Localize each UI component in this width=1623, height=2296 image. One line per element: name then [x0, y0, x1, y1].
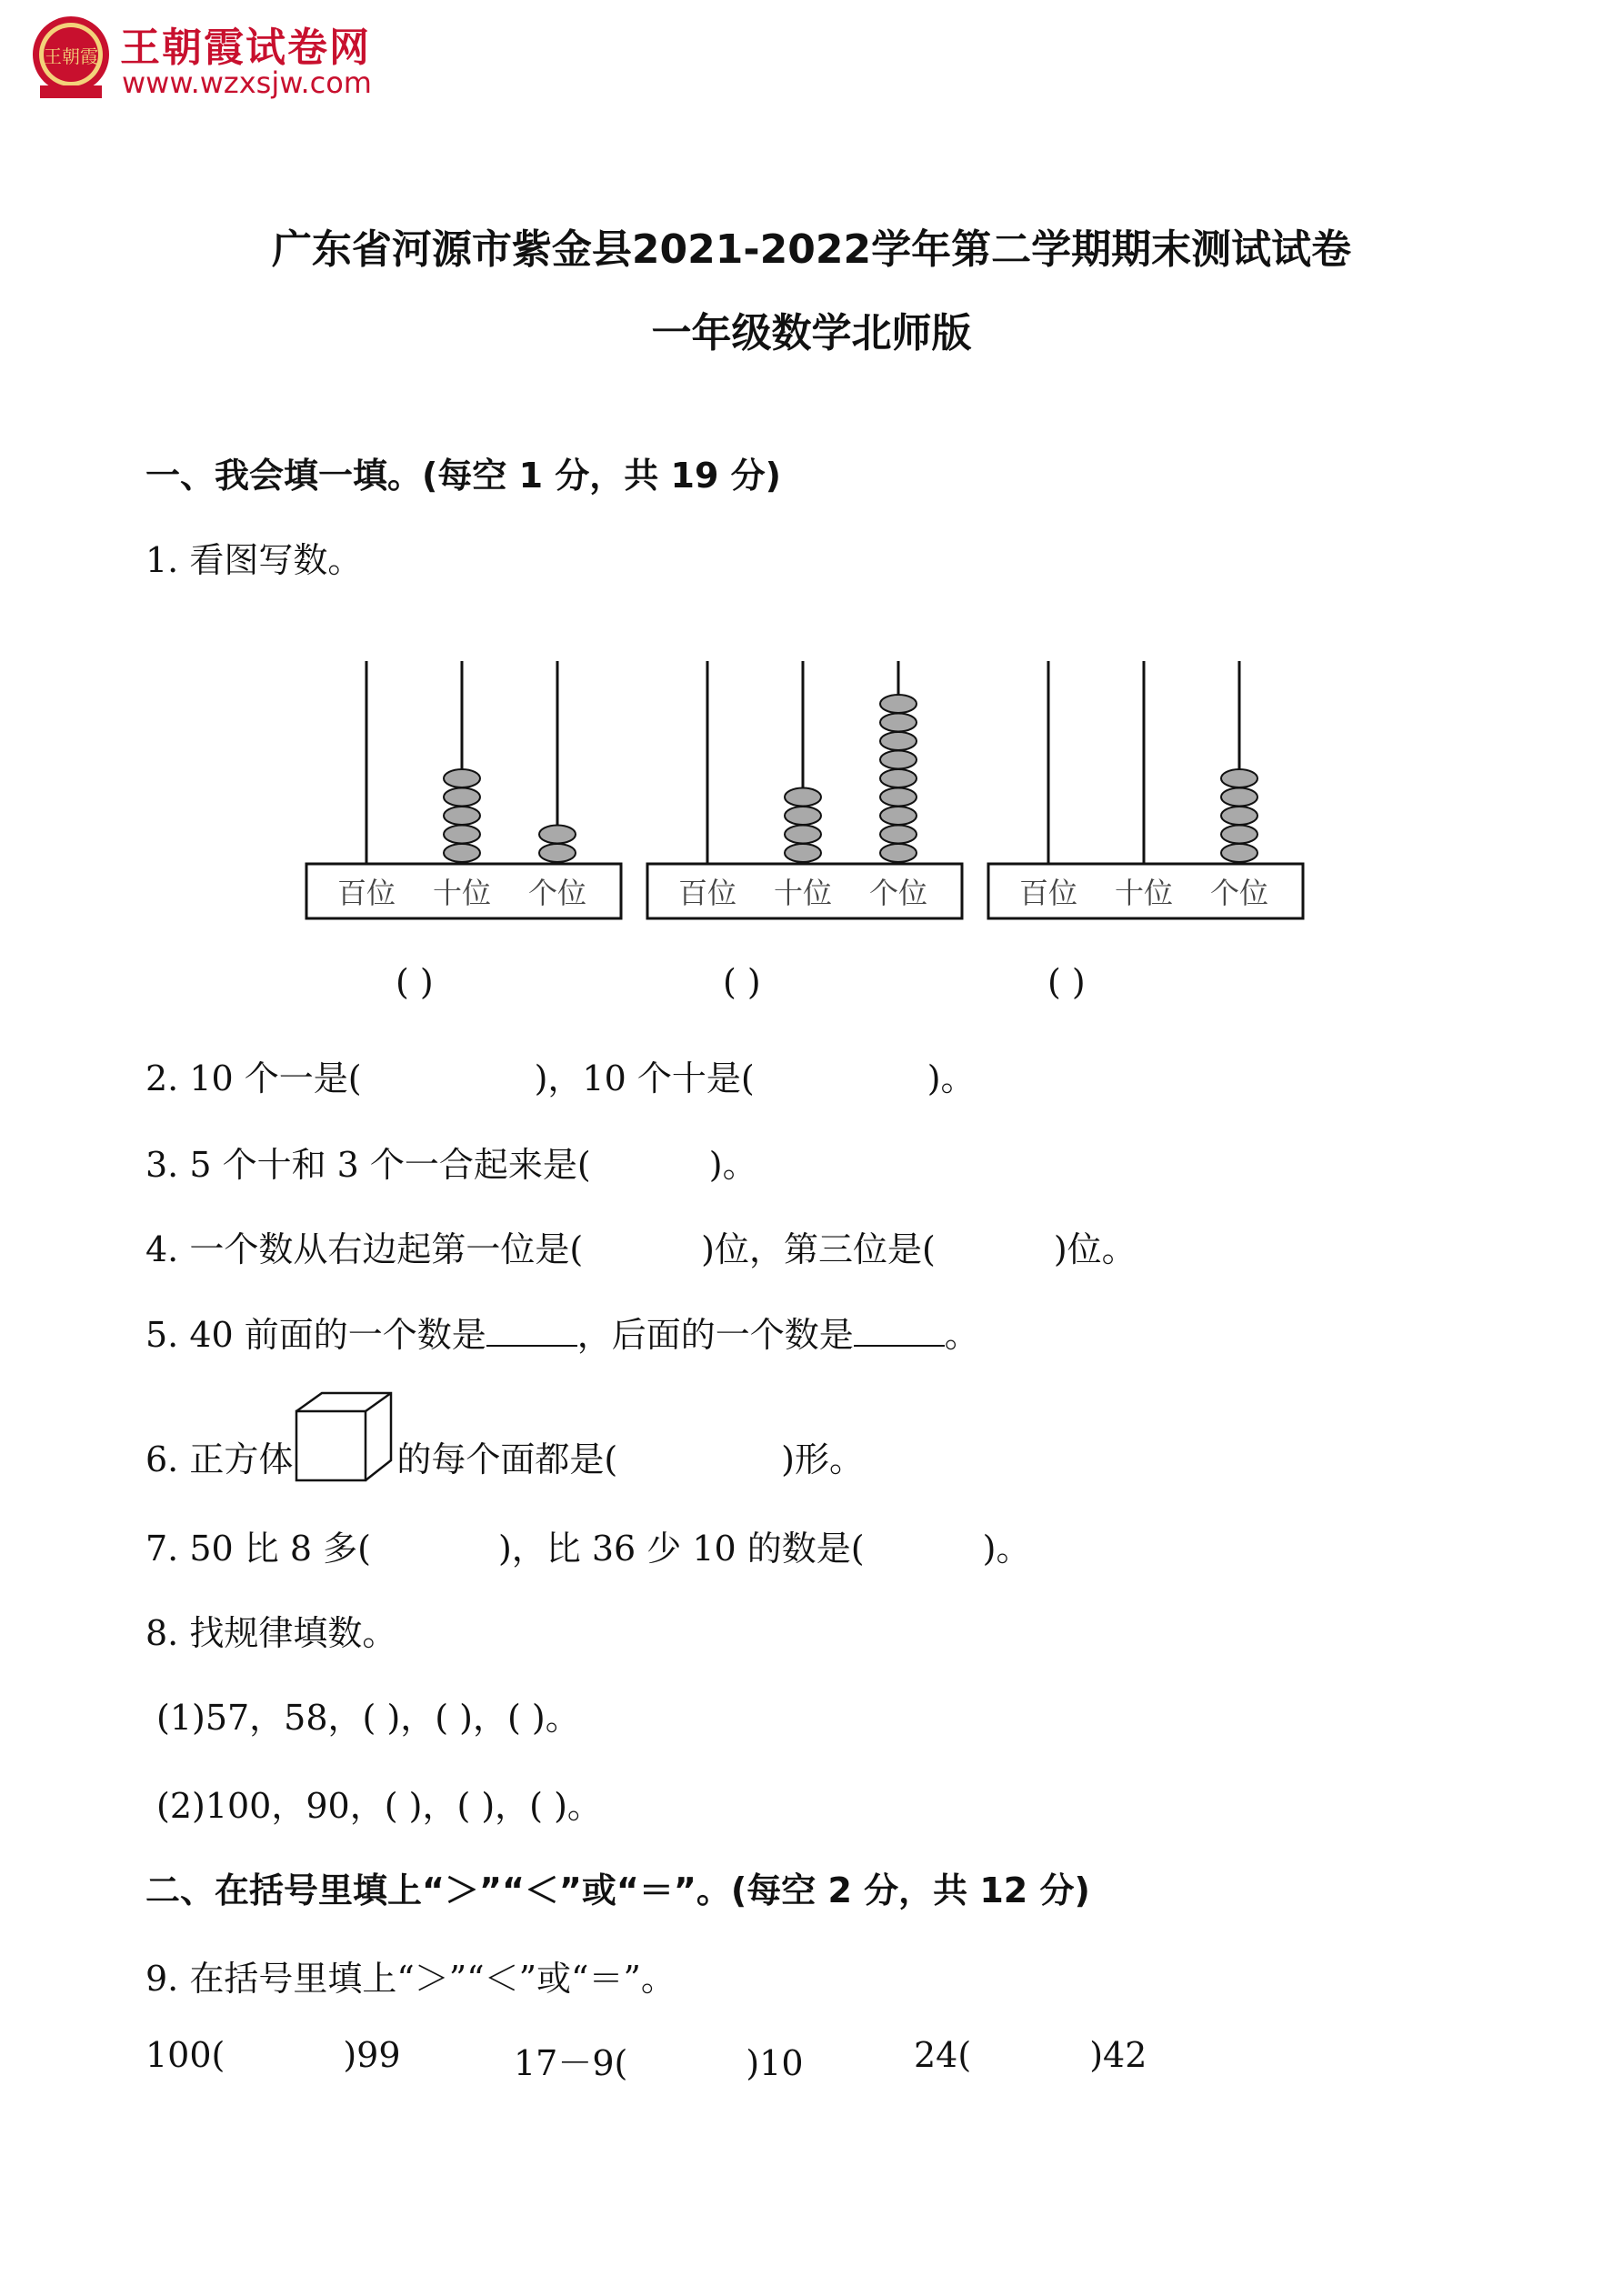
- q9-compare-1: [145, 2035, 401, 2075]
- q7: [145, 1520, 1030, 1570]
- abacus-1: [305, 659, 623, 923]
- q8-sub-1[interactable]: (1)57，58，( )，( )，( )。: [156, 1698, 580, 1738]
- q5: [145, 1307, 979, 1357]
- abacus-bead: [880, 844, 917, 862]
- abacus-bead: [880, 732, 917, 750]
- abacus-bead: [1221, 826, 1257, 844]
- q6-part-b: 的每个面都是(: [396, 1439, 618, 1479]
- abacus-place-label: 百位: [1018, 876, 1078, 910]
- abacus-bead: [444, 807, 480, 825]
- abacus-bead: [539, 844, 576, 862]
- q5-part-a: 5. 40 前面的一个数是: [145, 1315, 486, 1355]
- abacus-bead: [785, 788, 821, 807]
- brand-url[interactable]: www.wzxsjw.com: [122, 65, 372, 100]
- q3-part-a: 3. 5 个十和 3 个一合起来是(: [145, 1145, 591, 1185]
- abacus-bead: [444, 788, 480, 807]
- q6-part-c: )形。: [781, 1439, 864, 1479]
- abacus-bead: [1221, 769, 1257, 787]
- site-logo: [27, 13, 409, 104]
- q2-part-a: 2. 10 个一是(: [145, 1058, 362, 1098]
- q7-part-c: )。: [982, 1529, 1031, 1569]
- abacus-answer-2[interactable]: ( ): [723, 962, 761, 1002]
- abacus-place-label: 个位: [1209, 876, 1269, 910]
- q5-blank-2[interactable]: [854, 1318, 945, 1347]
- abacus-bead: [444, 826, 480, 844]
- q4: [145, 1221, 1137, 1271]
- seal-logo-icon: [27, 13, 115, 100]
- abacus-bead: [880, 769, 917, 787]
- abacus-3: [987, 659, 1305, 923]
- abacus-bead: [880, 751, 917, 769]
- abacus-bead: [785, 826, 821, 844]
- abacus-bead: [1221, 844, 1257, 862]
- abacus-place-label: 十位: [773, 876, 833, 910]
- abacus-place-label: 百位: [677, 876, 737, 910]
- compare-2-right: )10: [746, 2043, 804, 2083]
- q9-compare-2: [514, 2035, 804, 2085]
- abacus-bead: [880, 807, 917, 825]
- cube-icon: [295, 1391, 395, 1482]
- abacus-bead: [880, 714, 917, 732]
- compare-2-left: 17－9(: [514, 2043, 628, 2083]
- abacus-place-label: 十位: [432, 876, 492, 910]
- doc-title: 广东省河源市紫金县2021-2022学年第二学期期末测试试卷: [271, 226, 1352, 273]
- abacus-bead: [880, 695, 917, 713]
- abacus-bead: [785, 807, 821, 825]
- q9-compare-3: [914, 2035, 1147, 2075]
- compare-1-left: 100(: [145, 2035, 225, 2075]
- abacus-place-label: 百位: [336, 876, 396, 910]
- compare-3-right: )42: [1089, 2035, 1147, 2075]
- abacus-bead: [1221, 807, 1257, 825]
- compare-3-left: 24(: [914, 2035, 972, 2075]
- abacus-bead: [880, 826, 917, 844]
- compare-1-right: )99: [343, 2035, 401, 2075]
- q3: [145, 1137, 757, 1187]
- q3-part-b: )。: [708, 1145, 757, 1185]
- q7-part-b: )，比 36 少 10 的数是(: [497, 1529, 865, 1569]
- q8-sub-2[interactable]: (2)100，90，( )，( )，( )。: [156, 1786, 602, 1826]
- q4-part-a: 4. 一个数从右边起第一位是(: [145, 1229, 584, 1269]
- q1-text: 1. 看图写数。: [145, 540, 363, 580]
- q5-part-c: 。: [944, 1315, 979, 1355]
- abacus-bead: [880, 788, 917, 807]
- q2: [145, 1050, 976, 1100]
- q8-text: 8. 找规律填数。: [145, 1613, 397, 1653]
- section2-heading: 二、在括号里填上“＞”“＜”或“＝”。(每空 2 分，共 12 分): [145, 1870, 1090, 1910]
- q9-text: 9. 在括号里填上“＞”“＜”或“＝”。: [145, 1959, 676, 1999]
- doc-subtitle: 一年级数学北师版: [651, 310, 972, 356]
- abacus-bead: [539, 826, 576, 844]
- abacus-place-label: 十位: [1114, 876, 1174, 910]
- abacus-2: [646, 659, 964, 923]
- abacus-place-label: 个位: [527, 876, 587, 910]
- abacus-bead: [444, 844, 480, 862]
- q5-part-b: ，后面的一个数是: [576, 1315, 854, 1355]
- q7-part-a: 7. 50 比 8 多(: [145, 1529, 371, 1569]
- abacus-answer-3[interactable]: ( ): [1047, 962, 1086, 1002]
- q2-part-b: )，10 个十是(: [534, 1058, 755, 1098]
- abacus-bead: [444, 769, 480, 787]
- q5-blank-1[interactable]: [486, 1318, 577, 1347]
- svg-text:王朝霞: 王朝霞: [44, 45, 98, 67]
- q4-part-c: )位。: [1053, 1229, 1137, 1269]
- q6-part-a: 6. 正方体: [145, 1439, 294, 1479]
- abacus-answer-1[interactable]: ( ): [396, 962, 434, 1002]
- brand-name: 王朝霞试卷网: [120, 25, 371, 71]
- abacus-place-label: 个位: [868, 876, 928, 910]
- abacus-bead: [1221, 788, 1257, 807]
- abacus-bead: [785, 844, 821, 862]
- section1-heading: 一、我会填一填。(每空 1 分，共 19 分): [145, 456, 781, 496]
- q2-part-c: )。: [927, 1058, 976, 1098]
- q4-part-b: )位，第三位是(: [701, 1229, 936, 1269]
- q6: [145, 1391, 864, 1482]
